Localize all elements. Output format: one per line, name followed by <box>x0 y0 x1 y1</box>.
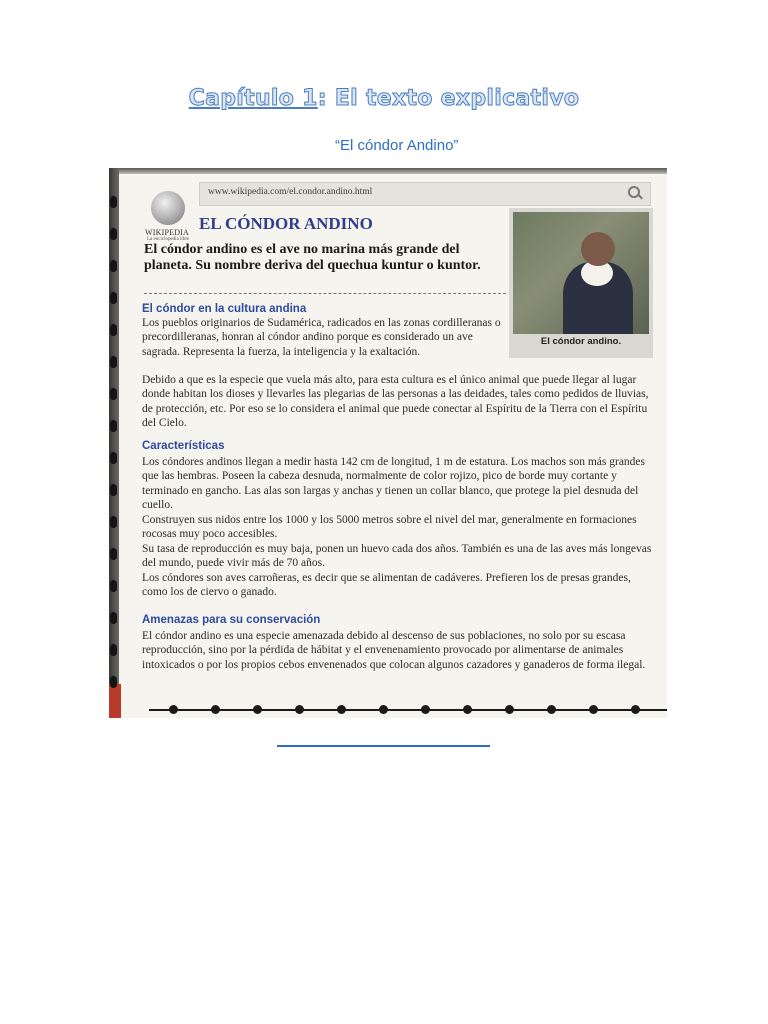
underline-rule <box>277 745 490 747</box>
bead-ornament <box>547 705 556 714</box>
bead-ornament <box>295 705 304 714</box>
binding-hole <box>110 420 117 432</box>
binding-hole <box>110 548 117 560</box>
wikipedia-wordmark: WIKIPEDIA <box>145 228 190 237</box>
bead-ornament <box>337 705 346 714</box>
address-url: www.wikipedia.com/el.condor.andino.html <box>208 187 373 197</box>
binding-hole <box>110 612 117 624</box>
wikipedia-tagline: La enciclopedia libre <box>147 237 190 242</box>
condor-figure <box>509 208 653 358</box>
bead-ornament <box>211 705 220 714</box>
characteristics-paragraph-1: Los cóndores andinos llegan a medir hasta 142 cm de longitud, 1 m de estatura. Los machos son más grandes que las hembras. Poseen la cabeza desnuda, normalmente de color rojizo, pico de borde muy cortante y terminado en gancho. Las alas son largas y anchas y tienen un collar blanco, que protege la piel desnuda del cuello. <box>142 456 646 511</box>
article-title: EL CÓNDOR ANDINO <box>199 214 373 233</box>
characteristics-paragraph-4: Los cóndores son aves carroñeras, es decir que se alimentan de cadáveres. Prefieren los de presas grandes, como los de ciervo o ganado. <box>142 572 631 599</box>
chapter-heading <box>0 86 768 111</box>
bead-ornament <box>421 705 430 714</box>
binding-hole <box>110 292 117 304</box>
document-subtitle: “El cóndor Andino” <box>335 137 459 154</box>
binding-hole <box>110 388 117 400</box>
browser-address-bar <box>199 182 651 206</box>
binding-hole <box>110 484 117 496</box>
binding-hole <box>110 356 117 368</box>
notebook-binding <box>109 168 119 718</box>
binding-hole <box>110 580 117 592</box>
section-heading-threats: Amenazas para su conservación <box>142 614 321 626</box>
characteristics-paragraph-2: Construyen sus nidos entre los 1000 y los 5000 metros sobre el nivel del mar, generalmente en formaciones rocosas muy poco accesibles. <box>142 514 637 541</box>
section-heading-culture: El cóndor en la cultura andina <box>142 303 307 315</box>
condor-head-shape <box>581 232 615 266</box>
wikipedia-globe-logo <box>151 191 185 225</box>
page-corner-decoration <box>109 684 121 718</box>
chapter-number: Capítulo 1 <box>188 86 318 111</box>
section-heading-characteristics: Características <box>142 440 225 452</box>
binding-hole <box>110 228 117 240</box>
threats-paragraph: El cóndor andino es una especie amenazada debido al descenso de sus poblaciones, no solo por su escasa reproducción, sino por la pérdida de hábitat y el envenenamiento provocado por alimentarse de animales intoxicados o por los propios cebos envenenados que colocan algunos cazadores y ganaderos de forma ilegal. <box>142 630 646 671</box>
lead-divider <box>144 293 506 294</box>
culture-paragraph-1: Los pueblos originarios de Sudamérica, radicados en las zonas cordilleranas o precordilleranas, honran al cóndor andino porque es considerado un ave sagrada. Representa la fuerza, la inteligencia y la exaltación. <box>142 317 501 358</box>
culture-paragraph-2: Debido a que es la especie que vuela más alto, para esta cultura es el único animal que puede llegar al lugar donde habitan los dioses y llevarles las plegarias de las personas a las deidades, tales como pedidos de lluvias, de protección, etc. Por eso se lo considera el animal que puede conectar al Espíritu de la Tierra con el Espíritu del Cielo. <box>142 374 649 429</box>
search-icon <box>628 186 640 198</box>
binding-hole <box>110 196 117 208</box>
article-lead: El cóndor andino es el ave no marina más grande del planeta. Su nombre deriva del quechua kuntur o kuntor. <box>144 242 481 273</box>
binding-hole <box>110 676 117 688</box>
binding-hole <box>110 644 117 656</box>
chapter-title: : El texto explicativo <box>317 86 580 111</box>
bead-ornament <box>253 705 262 714</box>
condor-caption: El cóndor andino. <box>540 336 622 347</box>
page-top-shadow <box>109 168 667 174</box>
bead-ornament <box>505 705 514 714</box>
binding-hole <box>110 324 117 336</box>
textbook-page-photo <box>109 168 667 718</box>
bead-ornament <box>463 705 472 714</box>
binding-hole <box>110 452 117 464</box>
binding-hole <box>110 516 117 528</box>
bead-ornament <box>589 705 598 714</box>
characteristics-paragraph-3: Su tasa de reproducción es muy baja, ponen un huevo cada dos años. También es una de las aves más longevas del mundo, puede vivir más de 70 años. <box>142 543 652 570</box>
binding-hole <box>110 260 117 272</box>
bead-ornament <box>631 705 640 714</box>
condor-image <box>513 212 649 334</box>
bead-ornament <box>169 705 178 714</box>
bead-ornament <box>379 705 388 714</box>
